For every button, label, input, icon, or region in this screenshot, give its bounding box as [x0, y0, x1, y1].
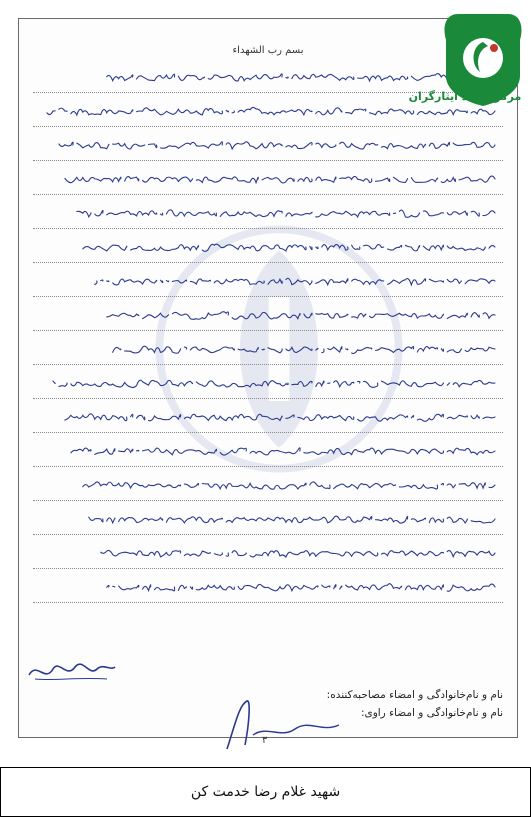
handwriting-stroke: [39, 507, 497, 529]
narrator-signature: [217, 695, 347, 753]
handwritten-line-text: [430, 337, 497, 347]
handwritten-line-text: [454, 507, 497, 517]
handwritten-line-text: [461, 371, 497, 381]
handwriting-stroke: [39, 405, 497, 427]
handwritten-line: [33, 467, 503, 501]
interviewer-label: نام و نام‌خانوادگی و امضاء مصاحبه‌کننده:: [326, 689, 503, 701]
handwriting-stroke: [39, 303, 497, 325]
handwriting-stroke: [39, 439, 497, 461]
handwritten-line: [33, 433, 503, 467]
caption-text: شهید غلام رضا خدمت کن: [190, 784, 341, 800]
handwritten-line-text: [436, 269, 497, 279]
handwritten-line-text: [406, 235, 497, 245]
interviewer-signature: [27, 649, 117, 689]
caption-box: [0, 767, 531, 817]
handwritten-line-text: [461, 473, 497, 483]
handwriting-stroke: [39, 541, 497, 563]
handwriting-stroke: [39, 473, 497, 495]
page-number: ۳: [262, 735, 268, 746]
handwritten-line: [33, 59, 503, 93]
handwritten-line-text: [374, 133, 497, 143]
handwritten-line: [33, 501, 503, 535]
handwriting-stroke: [39, 201, 497, 223]
handwritten-line-text: [335, 167, 497, 177]
handwritten-line: [33, 399, 503, 433]
handwritten-line: [33, 263, 503, 297]
handwriting-stroke: [39, 371, 497, 393]
handwritten-line: [33, 331, 503, 365]
handwritten-line: [33, 365, 503, 399]
handwritten-line: [33, 535, 503, 569]
handwritten-line-text: [435, 201, 497, 211]
handwriting-stroke: [39, 337, 497, 359]
handwritten-line: [33, 229, 503, 263]
handwritten-line: [33, 161, 503, 195]
handwritten-line: [33, 195, 503, 229]
header-title: بسم رب الشهداء: [232, 45, 304, 56]
handwritten-line-text: [461, 439, 497, 449]
handwritten-line: [33, 297, 503, 331]
brand-logo-text: مرکز اسناد ایثارگران: [408, 90, 522, 103]
handwriting-stroke: [39, 575, 497, 597]
handwritten-line-text: [435, 575, 497, 585]
handwritten-body: [33, 59, 503, 603]
narrator-label: نام و نام‌خانوادگی و امضاء راوی:: [360, 707, 503, 719]
handwritten-line-text: [456, 541, 497, 551]
handwritten-line-text: [451, 303, 497, 313]
handwritten-line: [33, 569, 503, 603]
handwritten-line-text: [451, 405, 497, 415]
handwritten-line: [33, 127, 503, 161]
letter-sheet: [18, 18, 518, 746]
handwriting-stroke: [39, 269, 497, 291]
